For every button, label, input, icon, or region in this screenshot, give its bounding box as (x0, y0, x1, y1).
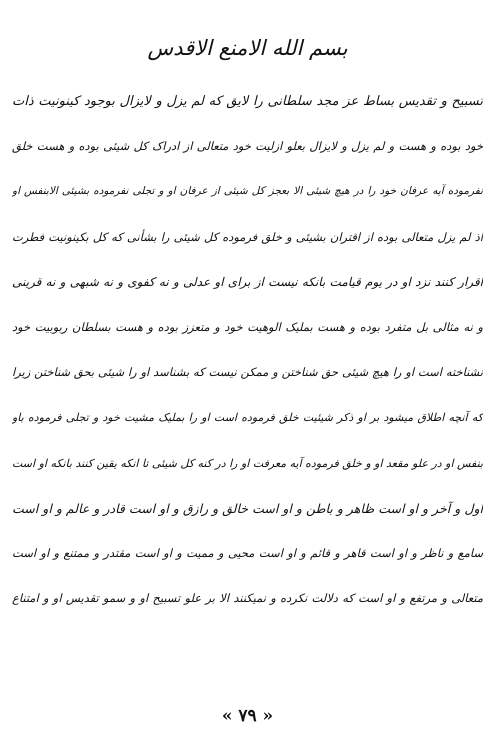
text-line: تسبیح و تقدیس بساط عز مجد سلطانی را لایق که لم یزل و لایزال بوجود کینونیت ذات (12, 94, 483, 109)
text-line: اقرار کنند نزد او در یوم قیامت بانکه نیست از برای او عدلی و نه کفوی و نه شبهی و نه قرینی (12, 274, 483, 289)
text-line: خود بوده و هست و لم یزل و لایزال بعلو ازلیت خود متعالی از ادراک کل شیئی بوده و هست خلق (12, 139, 483, 154)
text-line: اذ لم یزل متعالی بوده از اقتران بشیئی و خلق فرموده کل شیئی را بشأنی که کل بکینونیت فطرت (12, 229, 483, 244)
text-line: اول و آخر و او است ظاهر و باطن و او است خالق و رازق و او است قادر و عالم و او است (12, 500, 483, 516)
text-line: نشناخته است او را هیچ شیئی حق شناختن و ممکن نیست که بشناسد او را شیئی بحق شناختن زیرا (12, 365, 483, 380)
text-line: نفرموده آیه عرفان خود را در هیچ شیئی الا بعجز کل شیئی از عرفان او و تجلی نفرموده بشیئی الابنفس او (12, 185, 483, 198)
text-line: متعالی و مرتفع و او است که دلالت نکرده و نمیکنند الا بر علو تسبیح او و سمو تقدیس او و امتناع (12, 591, 483, 606)
text-line: سامع و ناظر و او است قاهر و قائم و او است محیی و ممیت و او است مقتدر و ممتنع و او است (12, 545, 483, 560)
page-heading: بسم الله الامنع الاقدس (147, 36, 348, 60)
text-body (12, 79, 483, 621)
text-line: و نه مثالی بل متفرد بوده و هست بملیک الوهیت خود و متعزز بوده و هست بسلطان ربوبیت خود (12, 319, 483, 334)
page-number: « ۷۹ » (221, 706, 274, 726)
text-line: که آنچه اطلاق میشود بر او ذکر شیئیت خلق فرموده است او را بملیک مشیت خود و تجلی فرموده باو (12, 411, 483, 425)
text-line: بنفس او در علو مقعد او و خلق فرموده آیه معرفت او را در کنه کل شیئی تا انکه یقین کنند بانکه او است (12, 456, 483, 470)
